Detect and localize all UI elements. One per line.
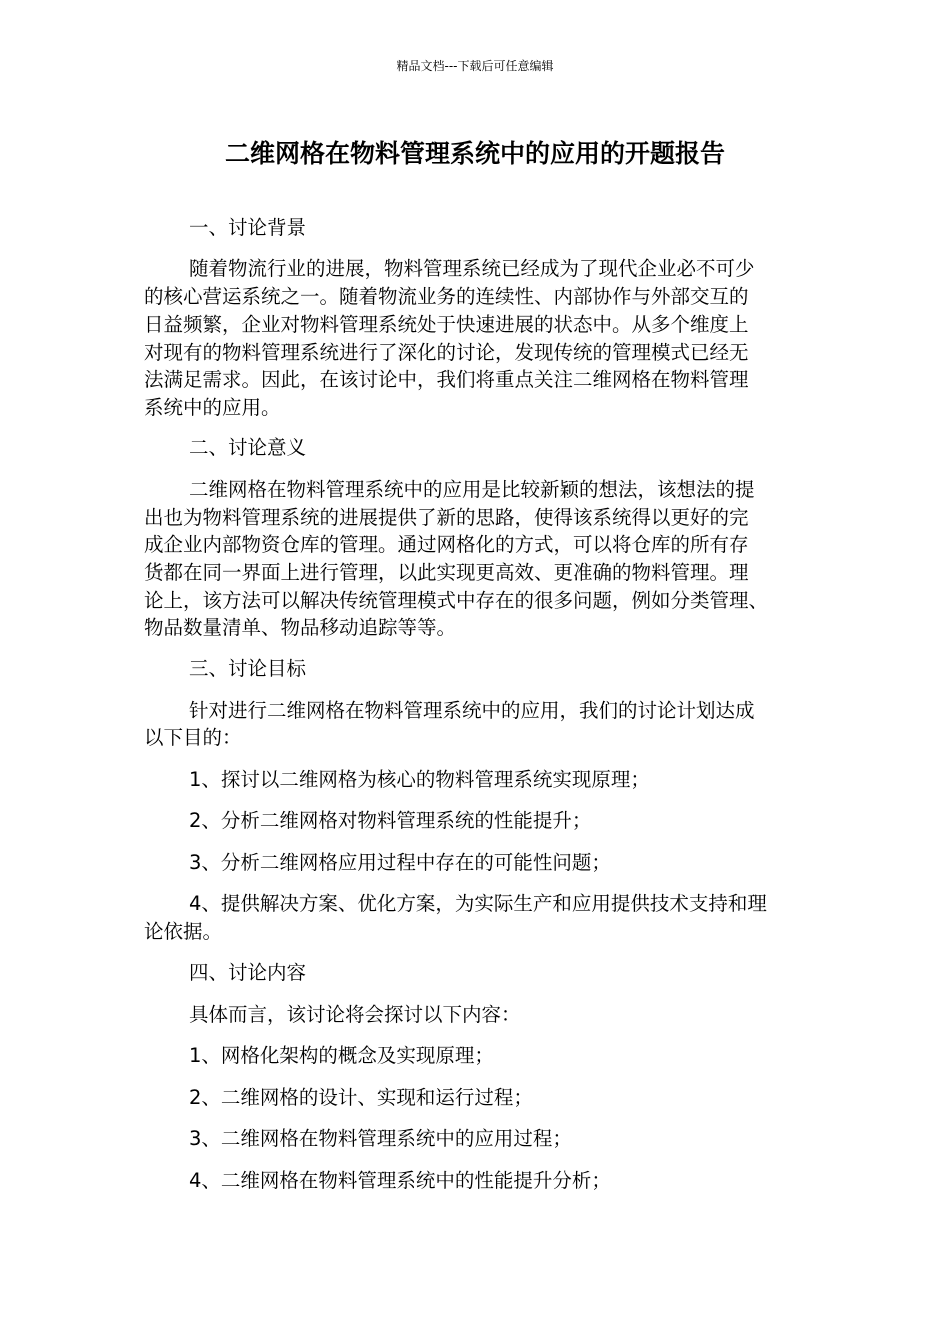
page-header: 精品文档---下载后可任意编辑 (396, 59, 554, 73)
paragraph-line: 二维网格在物料管理系统中的应用是比较新颖的想法，该想法的提 (189, 478, 755, 501)
list-item: 4、二维网格在物料管理系统中的性能提升分析； (189, 1169, 611, 1192)
paragraph-line: 成企业内部物资仓库的管理。通过网格化的方式，可以将仓库的所有存 (144, 533, 749, 556)
paragraph-line: 法满足需求。因此，在该讨论中，我们将重点关注二维网格在物料管理 (144, 368, 749, 391)
list-item: 1、网格化架构的概念及实现原理； (189, 1044, 494, 1067)
paragraph-line: 随着物流行业的进展，物料管理系统已经成为了现代企业必不可少 (189, 257, 755, 280)
section-heading-1: 一、讨论背景 (189, 216, 307, 239)
list-item: 4、提供解决方案、优化方案，为实际生产和应用提供技术支持和理 (189, 892, 767, 915)
paragraph-line: 系统中的应用。 (144, 396, 281, 419)
paragraph-line: 具体而言，该讨论将会探讨以下内容： (189, 1003, 521, 1026)
paragraph-line: 货都在同一界面上进行管理，以此实现更高效、更准确的物料管理。理 (144, 561, 749, 584)
list-item: 3、分析二维网格应用过程中存在的可能性问题； (189, 851, 611, 874)
list-item: 3、二维网格在物料管理系统中的应用过程； (189, 1127, 572, 1150)
list-item-continuation: 论依据。 (144, 920, 223, 943)
paragraph-line: 论上，该方法可以解决传统管理模式中存在的很多问题，例如分类管理、 (144, 589, 769, 612)
paragraph-line: 出也为物料管理系统的进展提供了新的思路，使得该系统得以更好的完 (144, 506, 749, 529)
document-title: 二维网格在物料管理系统中的应用的开题报告 (224, 139, 725, 168)
paragraph-line: 对现有的物料管理系统进行了深化的讨论，发现传统的管理模式已经无 (144, 341, 749, 364)
list-item: 2、二维网格的设计、实现和运行过程； (189, 1086, 533, 1109)
paragraph-line: 物品数量清单、物品移动追踪等等。 (144, 616, 457, 639)
paragraph-line: 以下目的： (144, 726, 242, 749)
paragraph-line: 的核心营运系统之一。随着物流业务的连续性、内部协作与外部交互的 (144, 285, 749, 308)
list-item: 2、分析二维网格对物料管理系统的性能提升； (189, 809, 592, 832)
section-heading-2: 二、讨论意义 (189, 436, 307, 459)
list-item: 1、探讨以二维网格为核心的物料管理系统实现原理； (189, 768, 650, 791)
paragraph-line: 针对进行二维网格在物料管理系统中的应用，我们的讨论计划达成 (189, 699, 755, 722)
paragraph-line: 日益频繁，企业对物料管理系统处于快速进展的状态中。从多个维度上 (144, 313, 749, 336)
section-heading-3: 三、讨论目标 (189, 657, 307, 680)
section-heading-4: 四、讨论内容 (189, 961, 307, 984)
